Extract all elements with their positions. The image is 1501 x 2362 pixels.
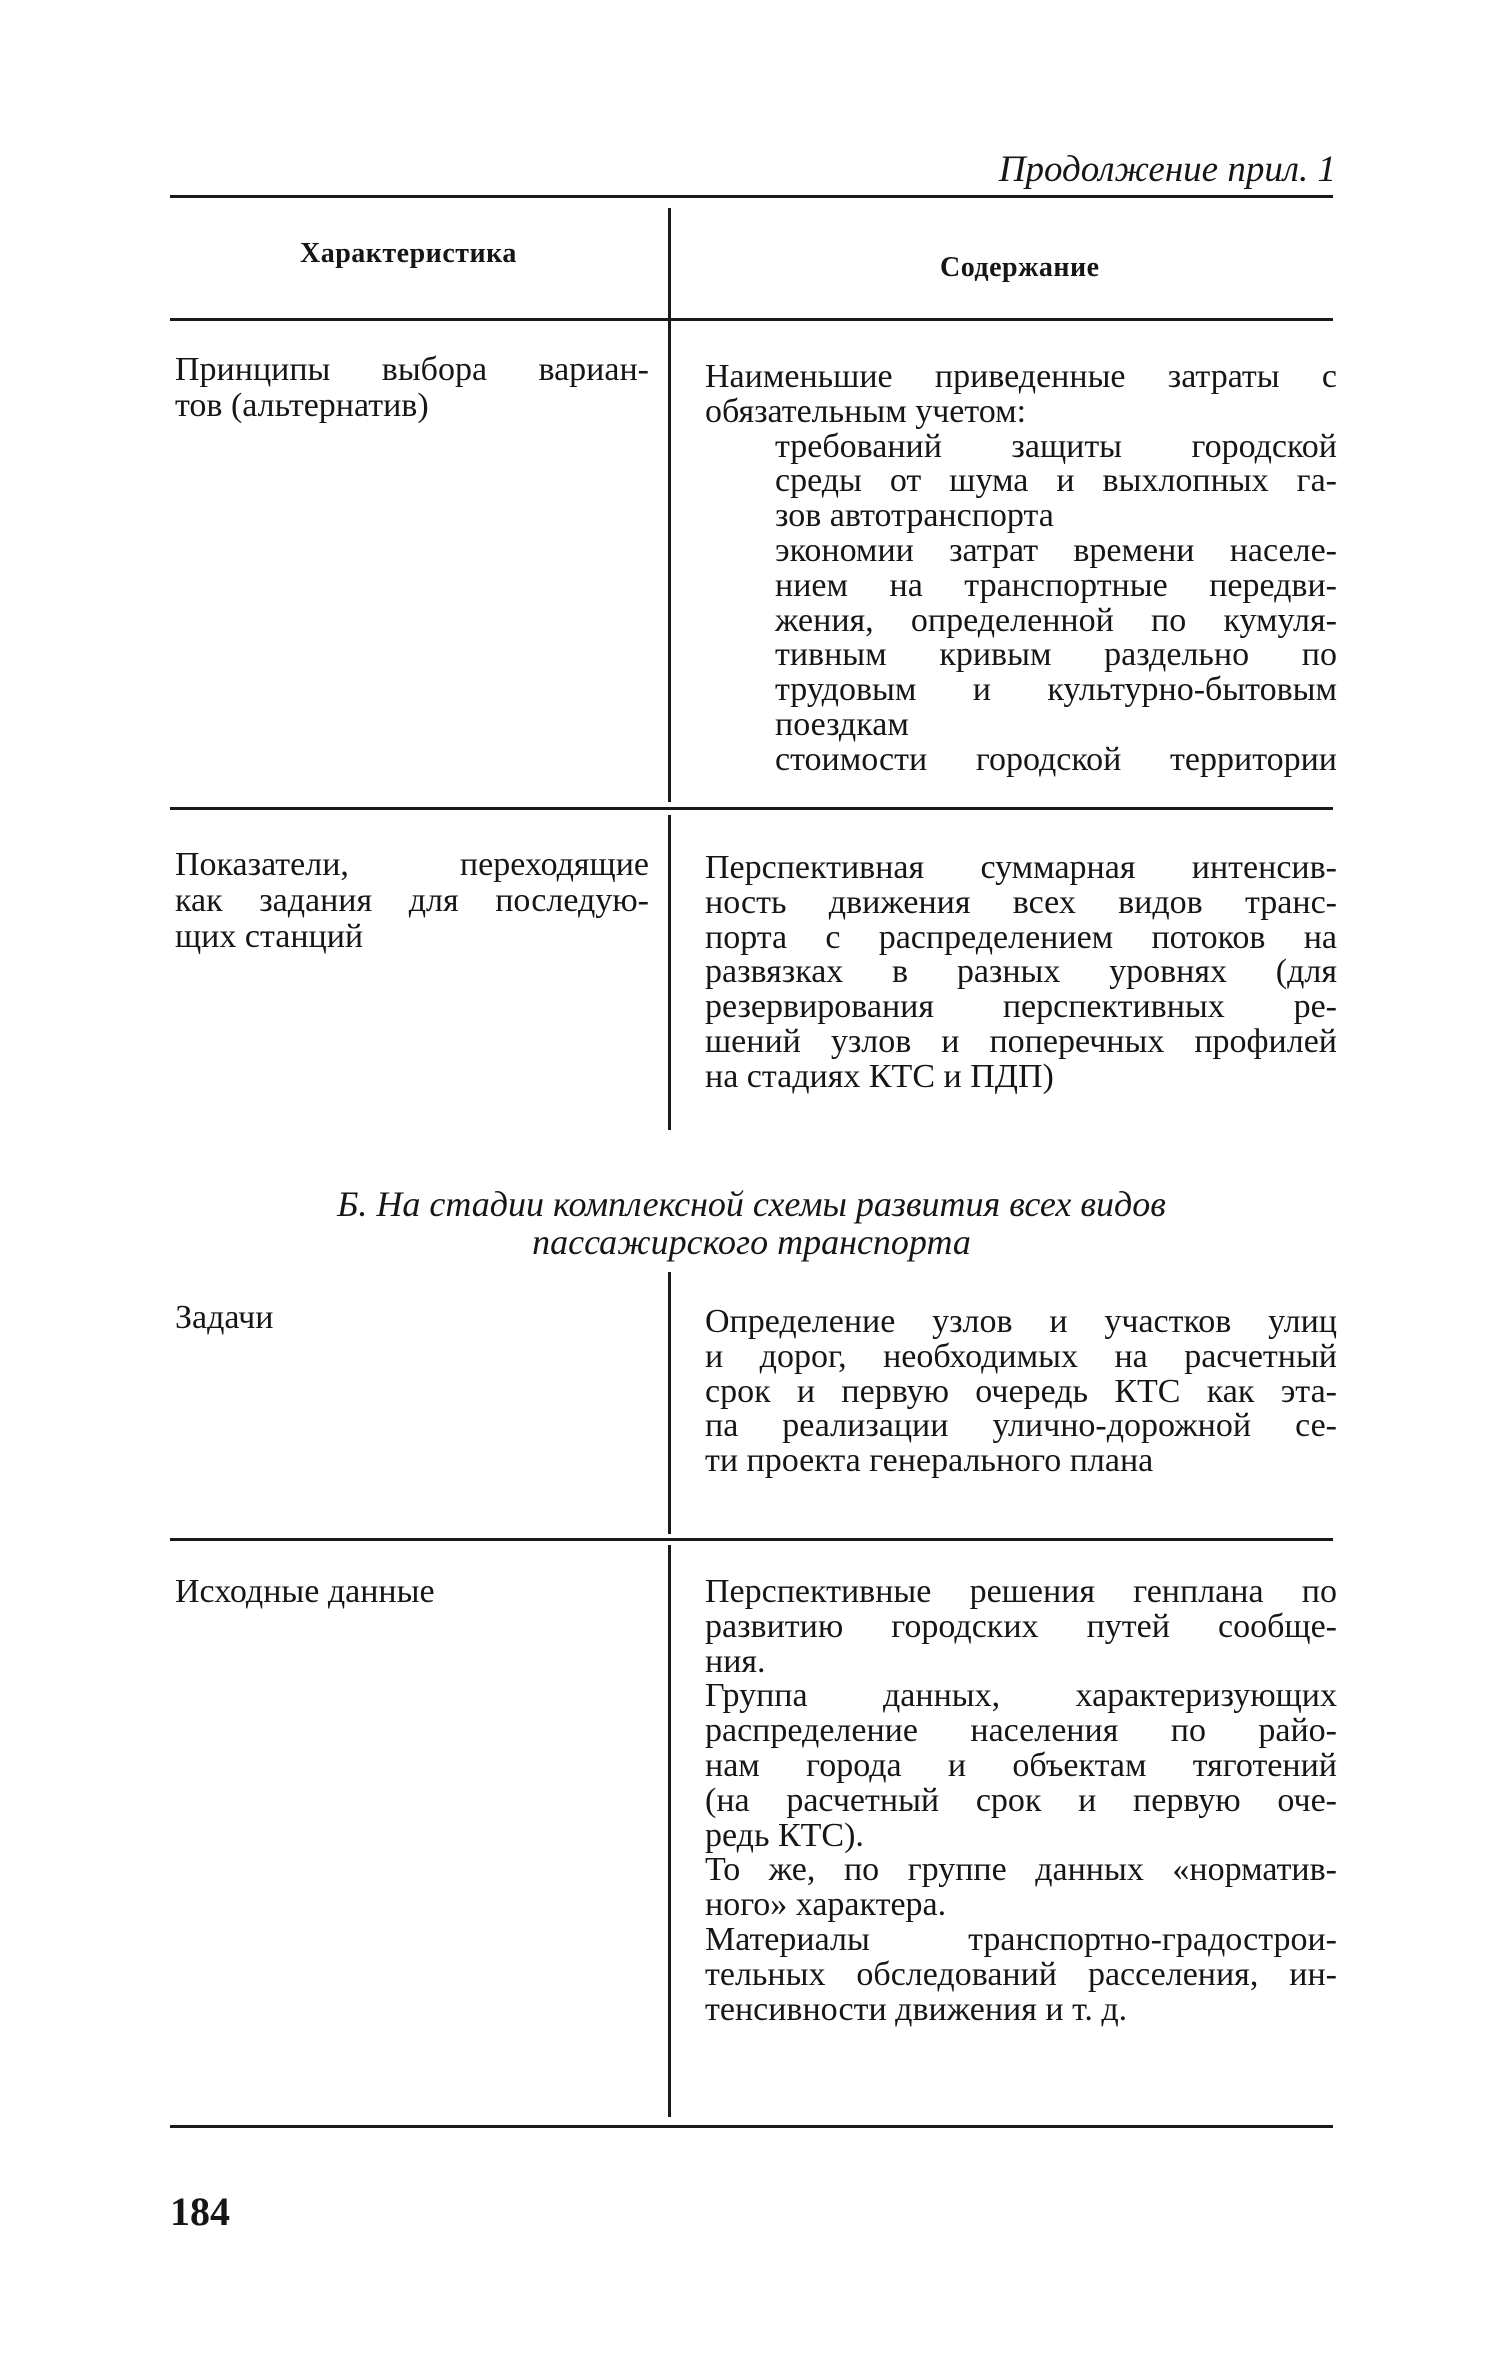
- content-line: жения, определенной по кумуля-: [775, 601, 1337, 639]
- content-line: нием на транспортные передви-: [775, 566, 1337, 604]
- label-line: Принципы выбора вариан-: [175, 351, 649, 388]
- content-line: зов автотранспорта: [775, 497, 1054, 535]
- content-line: тенсивности движения и т. д.: [705, 1990, 1128, 2028]
- content-line: Материалы транспортно-градострои-: [705, 1920, 1337, 1958]
- content-line: ния.: [705, 1642, 766, 1680]
- row-content-output-indicators: [705, 851, 1337, 1095]
- content-line: стоимости городской территории: [775, 740, 1337, 778]
- table-column-divider: [668, 208, 671, 802]
- section-b-title: [170, 1185, 1333, 1261]
- content-line: срок и первую очередь КТС как эта-: [705, 1372, 1337, 1410]
- content-line: Перспективная суммарная интенсив-: [705, 849, 1337, 886]
- table-top-rule: [170, 195, 1333, 198]
- content-line: экономии затрат времени населе-: [775, 531, 1337, 569]
- column-header-characteristic: Характеристика: [300, 238, 517, 269]
- row-content-tasks: [705, 1305, 1337, 1479]
- content-line: развитию городских путей сообще-: [705, 1607, 1337, 1645]
- section-b-title-line: пассажирского транспорта: [532, 1222, 971, 1262]
- table-column-divider: [668, 1545, 671, 2117]
- content-line: и дорог, необходимых на расчетный: [705, 1337, 1337, 1375]
- content-line: шений узлов и поперечных профилей: [705, 1022, 1337, 1060]
- section-b-title-line: Б. На стадии комплексной схемы развития всех видов: [337, 1184, 1166, 1224]
- content-line: среды от шума и выхлопных га-: [775, 462, 1337, 500]
- label-line: тов (альтернатив): [175, 387, 429, 424]
- content-line: распределение населения по райо-: [705, 1712, 1337, 1750]
- row-label-variant-selection: [175, 352, 649, 424]
- content-line: требований защиты городской: [775, 427, 1337, 465]
- content-line: порта с распределением потоков на: [705, 918, 1337, 956]
- content-line: поездкам: [775, 705, 909, 743]
- label-line: щих станций: [175, 918, 364, 955]
- row-separator-rule: [170, 1538, 1333, 1541]
- content-line: ного» характера.: [705, 1886, 947, 1924]
- content-line: (на расчетный срок и первую оче-: [705, 1781, 1337, 1819]
- row-content-variant-selection: [705, 360, 1337, 778]
- row-content-input-data: [705, 1575, 1337, 2027]
- column-header-content: Содержание: [940, 252, 1100, 283]
- content-line: тивным кривым раздельно по: [775, 636, 1337, 674]
- content-line: ность движения всех видов транс-: [705, 883, 1337, 921]
- content-line: редь КТС).: [705, 1816, 864, 1854]
- label-line: Показатели, переходящие: [175, 846, 649, 883]
- content-line: То же, по группе данных «норматив-: [705, 1851, 1337, 1889]
- content-line: Группа данных, характеризующих: [705, 1677, 1337, 1715]
- content-line: Наименьшие приведенные затраты с: [705, 358, 1337, 395]
- content-line: обязательным учетом:: [705, 392, 1027, 430]
- label-line: Исходные данные: [175, 1573, 435, 1610]
- row-label-tasks: [175, 1300, 649, 1336]
- content-line: Перспективные решения генплана по: [705, 1573, 1337, 1610]
- content-line: Определение узлов и участков улиц: [705, 1303, 1337, 1340]
- page-number: 184: [170, 2189, 230, 2234]
- row-label-input-data: [175, 1574, 649, 1610]
- content-line: развязках в разных уровнях (для: [705, 953, 1337, 991]
- content-line: па реализации улично-дорожной се-: [705, 1407, 1337, 1445]
- row-label-output-indicators: [175, 847, 649, 955]
- content-line: нам города и объектам тяготений: [705, 1746, 1337, 1784]
- content-line: на стадиях КТС и ПДП): [705, 1057, 1054, 1095]
- table-column-divider: [668, 815, 671, 1130]
- table-bottom-rule: [170, 2125, 1333, 2128]
- table-column-divider: [668, 1272, 671, 1534]
- content-line: ти проекта генерального плана: [705, 1442, 1154, 1480]
- content-line: трудовым и культурно-бытовым: [775, 671, 1337, 709]
- content-line: тельных обследований расселения, ин-: [705, 1955, 1337, 1993]
- label-line: как задания для последую-: [175, 882, 649, 919]
- row-separator-rule: [170, 807, 1333, 810]
- table-header-rule: [170, 318, 1333, 321]
- continuation-header: Продолжение прил. 1: [998, 149, 1336, 190]
- content-line: резервирования перспективных ре-: [705, 988, 1337, 1026]
- label-line: Задачи: [175, 1299, 274, 1336]
